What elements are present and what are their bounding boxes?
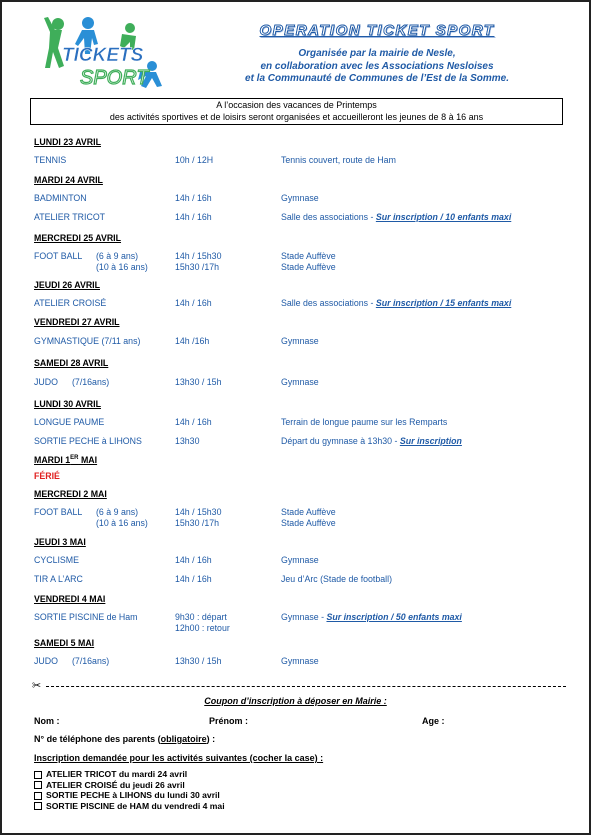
activity-place: Gymnase xyxy=(281,336,319,346)
activity-time: 14h / 16h xyxy=(175,417,212,427)
day-heading: LUNDI 30 AVRIL xyxy=(34,399,101,409)
activity-time: 14h / 16h xyxy=(175,574,212,584)
dashed-divider xyxy=(46,686,566,687)
activity-row xyxy=(34,251,564,262)
activity-age: (6 à 9 ans) xyxy=(96,251,139,261)
day-text: MARDI 1 xyxy=(34,454,71,465)
activity-place: Stade Auffève xyxy=(281,251,336,261)
day-heading: JEUDI 3 MAI xyxy=(34,537,86,547)
ferie-label: FÉRIÉ xyxy=(34,471,60,481)
intro-box xyxy=(30,98,563,125)
activity-name: GYMNASTIQUE (7/11 ans) xyxy=(34,336,141,346)
phone-text: N° de téléphone des parents ( xyxy=(34,734,161,744)
day-heading xyxy=(34,452,564,464)
intro-line-2: des activités sportives et de loisirs seront organisées et accueilleront les jeunes de 8 à 16 ans xyxy=(109,112,484,122)
activity-row xyxy=(34,612,564,623)
checklist-label: SORTIE PISCINE de HAM du vendredi 4 mai xyxy=(46,800,225,811)
age-label: Age : xyxy=(422,716,445,726)
activity-age: (7/16ans) xyxy=(72,656,110,666)
scissors-icon: ✂ xyxy=(32,679,42,692)
activities-label: Inscription demandée pour les activités suivantes (cocher la case) : xyxy=(34,753,324,763)
activity-row xyxy=(34,656,564,667)
prenom-label: Prénom : xyxy=(209,716,249,726)
intro-line-1: A l’occasion des vacances de Printemps xyxy=(216,100,377,110)
checkbox-icon[interactable] xyxy=(34,802,42,810)
activity-age: (10 à 16 ans) xyxy=(96,262,148,272)
phone-text: ) : xyxy=(206,734,216,744)
activity-time: 13h30 / 15h xyxy=(175,377,222,387)
day-heading: LUNDI 23 AVRIL xyxy=(34,137,101,147)
checklist-item[interactable] xyxy=(34,780,225,791)
activity-name: TENNIS xyxy=(34,155,67,165)
activity-place: Stade Auffève xyxy=(281,507,336,517)
activity-time: 13h30 xyxy=(175,436,200,446)
checklist-label: ATELIER TRICOT du mardi 24 avril xyxy=(46,769,188,779)
activity-name: FOOT BALL xyxy=(34,251,83,261)
checkbox-icon[interactable] xyxy=(34,792,42,800)
activity-row xyxy=(34,417,564,428)
day-heading: SAMEDI 5 MAI xyxy=(34,638,95,648)
activity-place: Jeu d’Arc (Stade de football) xyxy=(281,574,393,584)
activity-time: 10h / 12H xyxy=(175,155,214,165)
activity-row xyxy=(34,507,564,518)
inscription-link[interactable]: Sur inscription / 50 enfants maxi xyxy=(326,612,462,622)
activity-place: Tennis couvert, route de Ham xyxy=(281,155,396,165)
inscription-link[interactable]: Sur inscription / 10 enfants maxi xyxy=(375,212,512,222)
day-heading: VENDREDI 4 MAI xyxy=(34,594,106,604)
place-text: Gymnase - xyxy=(281,612,327,622)
phone-obligatoire: obligatoire xyxy=(160,734,207,744)
activity-place: Gymnase xyxy=(281,555,319,565)
activity-time: 14h / 16h xyxy=(175,212,212,222)
place-text: Salle des associations - xyxy=(281,212,376,222)
place-text: Salle des associations - xyxy=(281,298,376,308)
day-heading: MERCREDI 2 MAI xyxy=(34,489,107,499)
activity-checklist xyxy=(34,769,225,811)
activity-place: Gymnase xyxy=(281,193,319,203)
organizer-text xyxy=(207,48,547,86)
organizer-line-2: en collaboration avec les Associations Nesloises xyxy=(260,60,494,72)
activity-name: BADMINTON xyxy=(34,193,87,203)
activity-place: Gymnase xyxy=(281,377,319,387)
logo-word-sport: SPORT xyxy=(80,67,149,89)
activity-place xyxy=(281,612,462,623)
activity-time: 14h / 16h xyxy=(175,193,212,203)
checklist-item[interactable] xyxy=(34,790,225,801)
activity-time: 15h30 /17h xyxy=(175,518,220,528)
activity-place: Stade Auffève xyxy=(281,518,336,528)
tickets-sport-logo xyxy=(40,14,172,90)
checkbox-icon[interactable] xyxy=(34,771,42,779)
activity-row xyxy=(34,193,564,204)
day-sup: ER xyxy=(70,455,79,461)
activity-age: (10 à 16 ans) xyxy=(96,518,148,528)
activity-time: 9h30 : départ xyxy=(175,612,227,622)
day-heading: SAMEDI 28 AVRIL xyxy=(34,358,109,368)
activity-name: CYCLISME xyxy=(34,555,79,565)
logo-word-tickets: TICKETS xyxy=(62,45,144,66)
activity-time: 15h30 /17h xyxy=(175,262,220,272)
activity-row xyxy=(34,555,564,566)
activity-row xyxy=(34,518,564,529)
activity-place xyxy=(281,436,462,447)
day-heading: MARDI 24 AVRIL xyxy=(34,175,103,185)
organizer-line-3: et la Communauté de Communes de l’Est de la Somme. xyxy=(245,73,509,84)
day-text: MAI xyxy=(78,454,98,465)
cut-line xyxy=(32,679,568,692)
day-heading: JEUDI 26 AVRIL xyxy=(34,280,100,290)
nom-label: Nom : xyxy=(34,716,60,726)
activity-name: JUDO xyxy=(34,377,58,387)
day-heading: VENDREDI 27 AVRIL xyxy=(34,317,120,327)
place-text: Départ du gymnase à 13h30 - xyxy=(281,436,400,446)
activity-name: ATELIER TRICOT xyxy=(34,212,106,222)
activity-name: LONGUE PAUME xyxy=(34,417,105,427)
activity-row xyxy=(34,436,564,447)
activity-place: Terrain de longue paume sur les Remparts xyxy=(281,417,448,427)
phone-label xyxy=(34,734,215,744)
activity-place xyxy=(281,298,511,309)
inscription-link[interactable]: Sur inscription xyxy=(399,436,462,446)
day-heading: MERCREDI 25 AVRIL xyxy=(34,233,122,243)
activity-row xyxy=(34,155,564,166)
activity-time: 13h30 / 15h xyxy=(175,656,222,666)
activity-age: (7/16ans) xyxy=(72,377,110,387)
activity-row xyxy=(34,574,564,585)
activity-row xyxy=(34,298,564,309)
checkbox-icon[interactable] xyxy=(34,781,42,789)
coupon-title: Coupon d’inscription à déposer en Mairie : xyxy=(204,696,387,706)
activity-row xyxy=(34,262,564,273)
checklist-item[interactable] xyxy=(34,769,225,780)
inscription-link[interactable]: Sur inscription / 15 enfants maxi xyxy=(375,298,512,308)
activity-place xyxy=(281,212,511,223)
activity-name: SORTIE PISCINE de Ham xyxy=(34,612,138,622)
activity-name: JUDO xyxy=(34,656,58,666)
activity-time: 14h / 16h xyxy=(175,298,212,308)
activity-name: TIR A L’ARC xyxy=(34,574,83,584)
activity-row xyxy=(34,336,564,347)
organizer-line-1: Organisée par la mairie de Nesle, xyxy=(298,48,456,59)
activity-name: SORTIE PECHE à LIHONS xyxy=(34,436,142,446)
activity-time: 14h /16h xyxy=(175,336,210,346)
activity-age: (6 à 9 ans) xyxy=(96,507,139,517)
activity-name: ATELIER CROISÉ xyxy=(34,298,107,308)
schedule xyxy=(34,136,564,667)
activity-time: 14h / 15h30 xyxy=(175,507,222,517)
activity-place: Gymnase xyxy=(281,656,319,666)
checklist-label: ATELIER CROISÉ du jeudi 26 avril xyxy=(46,779,185,790)
activity-row xyxy=(34,623,564,634)
activity-time: 14h / 16h xyxy=(175,555,212,565)
activity-row xyxy=(34,377,564,388)
activity-time: 12h00 : retour xyxy=(175,623,230,633)
checklist-label: SORTIE PECHE à LIHONS du lundi 30 avril xyxy=(46,790,220,800)
activity-time: 14h / 15h30 xyxy=(175,251,222,261)
activity-place: Stade Auffève xyxy=(281,262,336,272)
activity-row xyxy=(34,212,564,223)
page-title: OPERATION TICKET SPORT xyxy=(259,22,495,39)
activity-name: FOOT BALL xyxy=(34,507,83,517)
checklist-item[interactable] xyxy=(34,801,225,812)
